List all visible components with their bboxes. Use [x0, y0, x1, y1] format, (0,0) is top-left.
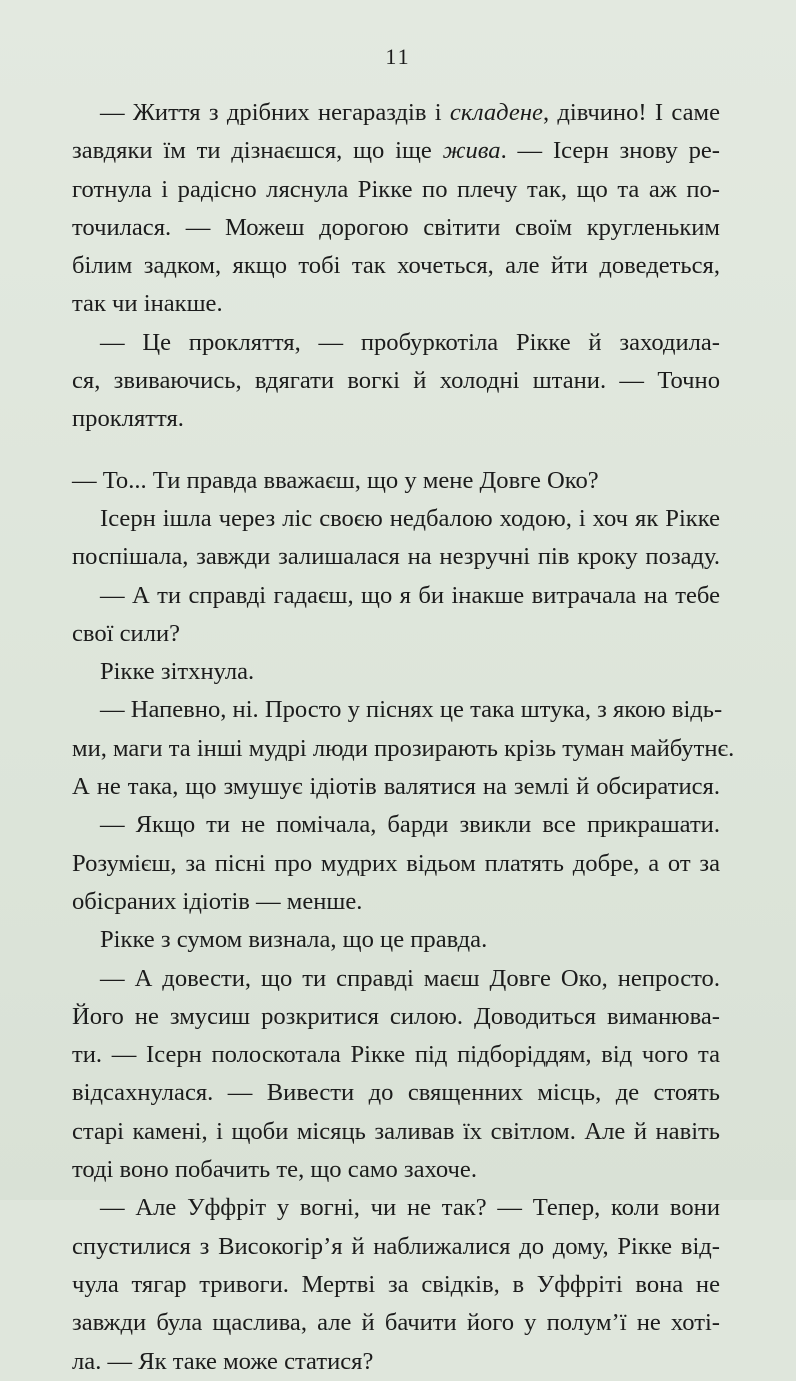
text-line: поспішала, завжди залишалася на незручні пів кроку позаду. [72, 543, 720, 571]
text-line: Рікке з сумом визнала, що це правда. [100, 926, 488, 954]
text-line: Ісерн ішла через ліс своєю недбалою ходою, і хоч як Рікке [100, 504, 720, 532]
text-line: — Це прокляття, — пробуркотіла Рікке й заходила- [100, 328, 720, 356]
text-line: — Життя з дрібних негараздів і складене, дівчино! І саме [100, 99, 720, 126]
emphasis: жива [442, 137, 501, 165]
text-line: чула тягар тривоги. Мертві за свідків, в Уффріті вона не [72, 1270, 720, 1298]
text-line: — Але Уффріт у вогні, чи не так? — Тепер, коли вони [100, 1194, 720, 1222]
text-line: обісраних ідіотів — менше. [72, 887, 363, 915]
page-number: 11 [385, 44, 411, 69]
emphasis: складене [449, 99, 543, 126]
text-line: свої сили? [72, 619, 181, 647]
text-line: — Напевно, ні. Просто у піснях це така штука, з якою відь- [100, 696, 723, 724]
text-line: ся, звиваючись, вдягати вогкі й холодні штани. — Точно [72, 367, 720, 395]
text-line: так чи інакше. [72, 290, 223, 318]
text-line: — А довести, що ти справді маєш Довге Око, непросто. [100, 964, 720, 992]
section-break [72, 439, 720, 462]
text-line: А не така, що змушує ідіотів валятися на землі й обсиратися. [72, 773, 720, 801]
text-line: Його не змусиш розкритися силою. Доводиться виманюва- [72, 1002, 720, 1030]
text-line: тоді воно побачить те, що само захоче. [72, 1156, 477, 1184]
text-line: старі камені, і щоби місяць заливав їх світлом. Але й навіть [72, 1117, 720, 1145]
text-line: ла. — Як таке може статися? [72, 1347, 374, 1375]
text-line: ми, маги та інші мудрі люди прозирають крізь туман майбутнє. [72, 734, 735, 762]
text-body [72, 94, 735, 1381]
text-line: точилася. — Можеш дорогою світити своїм кругленьким [72, 213, 720, 241]
text-line: ти. — Ісерн полоскотала Рікке під підборіддям, від чого та [72, 1041, 720, 1069]
text-line: білим задком, якщо тобі так хочеться, але йти доведеться, [72, 252, 720, 280]
text-line: — Якщо ти не помічала, барди звикли все прикрашати. [100, 811, 720, 839]
text-line: відсахнулася. — Вивести до священних місць, де стоять [72, 1079, 720, 1107]
text-line: завжди була щаслива, але й бачити його у полум’ї не хоті- [72, 1309, 720, 1337]
text-line: готнула і радісно ляснула Рікке по плечу так, що та аж по- [72, 175, 720, 203]
text-line: прокляття. [72, 405, 184, 433]
text-line: Рікке зітхнула. [100, 658, 255, 686]
text-line: спустилися з Високогір’я й наближалися до дому, Рікке від- [72, 1232, 720, 1260]
text-line: — А ти справді гадаєш, що я би інакше витрачала на тебе [100, 581, 720, 609]
text-line: завдяки їм ти дізнаєшся, що іще жива. — Ісерн знову ре- [72, 137, 720, 165]
text-line: Розумієш, за пісні про мудрих відьом платять добре, а от за [72, 849, 720, 877]
text-line: — То... Ти правда вважаєш, що у мене Довге Око? [72, 466, 599, 494]
